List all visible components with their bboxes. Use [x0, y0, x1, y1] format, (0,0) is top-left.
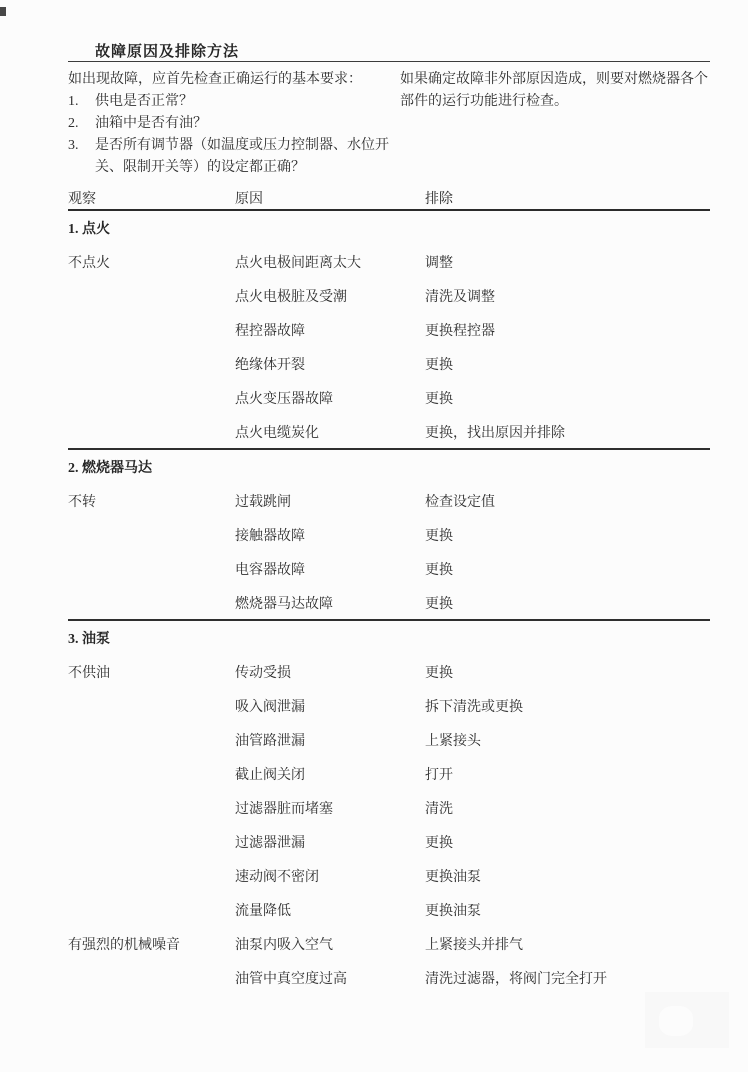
cause-cell: 流量降低 [235, 904, 291, 919]
cause-cell: 过滤器泄漏 [235, 836, 305, 851]
table-header-rule [68, 209, 710, 211]
remedy-cell: 更换程控器 [425, 324, 495, 339]
table-row [68, 766, 710, 800]
table-row [68, 527, 710, 561]
table-row [68, 970, 710, 1004]
cause-cell: 截止阀关闭 [235, 768, 305, 783]
section-title: 1. 点火 [68, 222, 110, 237]
table-body [68, 220, 710, 994]
observe-cell: 不点火 [68, 256, 110, 271]
cause-cell: 油管路泄漏 [235, 734, 305, 749]
intro-left-column [68, 69, 398, 179]
list-text: 油箱中是否有油？ [95, 116, 207, 131]
list-text: 是否所有调节器（如温度或压力控制器、水位开关、限制开关等）的设定都正确？ [95, 138, 389, 175]
remedy-cell: 拆下清洗或更换 [425, 700, 523, 715]
table-row [68, 800, 710, 834]
cause-cell: 燃烧器马达故障 [235, 597, 333, 612]
list-number: 3. [68, 138, 79, 153]
remedy-cell: 更换 [425, 358, 453, 373]
cause-cell: 传动受损 [235, 666, 291, 681]
cause-cell: 速动阀不密闭 [235, 870, 319, 885]
remedy-cell: 更换 [425, 563, 453, 578]
section-title: 3. 油泵 [68, 632, 110, 647]
table-header-row [68, 188, 710, 208]
table-row [68, 902, 710, 936]
observe-cell [68, 390, 235, 424]
observe-cell [68, 698, 235, 732]
cause-cell: 点火电缆炭化 [235, 426, 319, 441]
observe-cell [68, 868, 235, 902]
table-row [68, 732, 710, 766]
title-underline [68, 61, 710, 62]
observe-cell [68, 561, 235, 595]
cause-cell: 点火电极间距离太大 [235, 256, 361, 271]
table-row [68, 595, 710, 629]
section-divider [68, 448, 710, 450]
scan-watermark-ghost [659, 1006, 693, 1036]
cause-cell: 吸入阀泄漏 [235, 700, 305, 715]
cause-cell: 接触器故障 [235, 529, 305, 544]
intro-right-column: 如果确定故障非外部原因造成，则要对燃烧器各个部件的运行功能进行检查。 [400, 72, 708, 109]
column-header-remedy: 排除 [425, 192, 453, 207]
remedy-cell: 上紧接头并排气 [425, 938, 523, 953]
cause-cell: 点火变压器故障 [235, 392, 333, 407]
cause-cell: 过载跳闸 [235, 495, 291, 510]
cause-cell: 程控器故障 [235, 324, 305, 339]
table-section [68, 459, 710, 629]
observe-cell [68, 902, 235, 936]
cause-cell: 油管中真空度过高 [235, 972, 347, 987]
page-title: 故障原因及排除方法 [95, 44, 240, 60]
remedy-cell: 更换油泵 [425, 870, 481, 885]
observe-cell [68, 527, 235, 561]
remedy-cell: 清洗及调整 [425, 290, 495, 305]
column-header-cause: 原因 [235, 192, 263, 207]
remedy-cell: 检查设定值 [425, 495, 495, 510]
remedy-cell: 清洗 [425, 802, 453, 817]
remedy-cell: 打开 [425, 768, 453, 783]
table-row [68, 493, 710, 527]
cause-cell: 电容器故障 [235, 563, 305, 578]
observe-cell [68, 800, 235, 834]
table-row [68, 561, 710, 595]
remedy-cell: 上紧接头 [425, 734, 481, 749]
intro-lead: 如出现故障，应首先检查正确运行的基本要求： [68, 72, 362, 87]
list-number: 1. [68, 94, 79, 109]
table-row [68, 254, 710, 288]
table-row [68, 390, 710, 424]
cause-cell: 绝缘体开裂 [235, 358, 305, 373]
intro-list-item [68, 113, 398, 135]
table-row [68, 424, 710, 458]
remedy-cell: 调整 [425, 256, 453, 271]
observe-cell: 有强烈的机械噪音 [68, 938, 180, 953]
remedy-cell: 清洗过滤器，将阀门完全打开 [425, 972, 607, 987]
observe-cell [68, 834, 235, 868]
remedy-cell: 更换 [425, 666, 453, 681]
section-title: 2. 燃烧器马达 [68, 461, 152, 476]
remedy-cell: 更换，找出原因并排除 [425, 426, 565, 441]
observe-cell [68, 424, 235, 458]
observe-cell [68, 356, 235, 390]
intro-list-item [68, 135, 398, 179]
observe-cell: 不供油 [68, 666, 110, 681]
observe-cell: 不转 [68, 495, 96, 510]
scan-watermark [645, 992, 729, 1048]
table-row [68, 322, 710, 356]
remedy-cell: 更换 [425, 392, 453, 407]
table-row [68, 834, 710, 868]
observe-cell [68, 288, 235, 322]
table-row [68, 664, 710, 698]
table-row [68, 868, 710, 902]
cause-cell: 油泵内吸入空气 [235, 938, 333, 953]
remedy-cell: 更换油泵 [425, 904, 481, 919]
observe-cell [68, 322, 235, 356]
scan-corner-artifact [0, 7, 6, 16]
table-row [68, 288, 710, 322]
cause-cell: 过滤器脏而堵塞 [235, 802, 333, 817]
observe-cell [68, 595, 235, 629]
remedy-cell: 更换 [425, 529, 453, 544]
section-divider [68, 619, 710, 621]
table-section [68, 630, 710, 1004]
table-section [68, 220, 710, 458]
table-row [68, 936, 710, 970]
list-text: 供电是否正常？ [95, 94, 193, 109]
cause-cell: 点火电极脏及受潮 [235, 290, 347, 305]
remedy-cell: 更换 [425, 836, 453, 851]
remedy-cell: 更换 [425, 597, 453, 612]
observe-cell [68, 732, 235, 766]
intro-list-item [68, 91, 398, 113]
table-row [68, 356, 710, 390]
observe-cell [68, 766, 235, 800]
column-header-observe: 观察 [68, 192, 96, 207]
list-number: 2. [68, 116, 79, 131]
table-row [68, 698, 710, 732]
observe-cell [68, 970, 235, 1004]
